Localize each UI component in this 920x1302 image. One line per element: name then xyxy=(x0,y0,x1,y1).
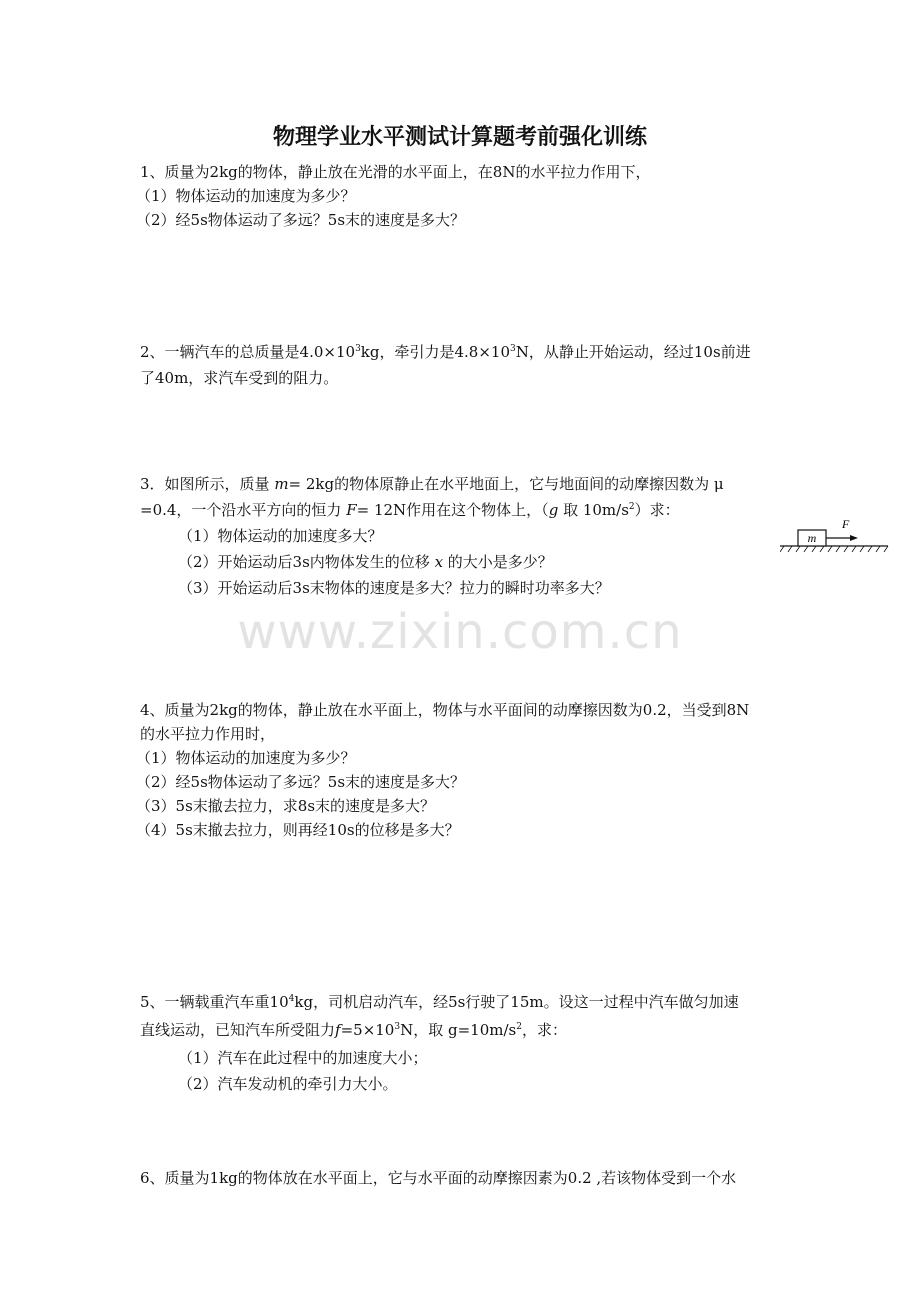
q3-var-F: F xyxy=(346,501,357,519)
q3-part-2 xyxy=(178,552,553,572)
q2-line-1 xyxy=(140,342,751,362)
q3-text-f: ）求： xyxy=(634,501,680,519)
q2-exp-2: 3 xyxy=(510,344,516,354)
watermark: www.zixin.com.cn xyxy=(237,604,683,660)
q5-text-b: kg，司机启动汽车，经5s行驶了15m。设这一过程中汽车做匀加速 xyxy=(294,993,739,1011)
page-title: 物理学业水平测试计算题考前强化训练 xyxy=(272,125,647,150)
q4-part-3: （3）5s末撤去拉力，求8s末的速度是多大？ xyxy=(136,797,436,815)
q6-line-1: 6、质量为1kg的物体放在水平面上，它与水平面的动摩擦因素为0.2 ,若该物体受到一个水 xyxy=(140,1169,737,1187)
q4-line-2: 的水平拉力作用时， xyxy=(140,725,276,743)
q5-exp-3: 2 xyxy=(516,1022,522,1032)
q5-text-a: 5、一辆载重汽车重10 xyxy=(140,993,289,1011)
q3-text-a: 3．如图所示，质量 xyxy=(140,475,275,493)
q3-text-e: 取 10m/s xyxy=(558,501,629,519)
q3-var-x: x xyxy=(434,553,444,571)
q1-part-1: （1）物体运动的加速度为多少？ xyxy=(136,187,356,205)
q5-line-1 xyxy=(140,992,739,1012)
q1-stem: 1、质量为2kg的物体，静止放在光滑的水平面上，在8N的水平拉力作用下， xyxy=(140,163,651,181)
force-label: F xyxy=(842,517,850,531)
q5-text-c: 直线运动，已知汽车所受阻力 xyxy=(140,1021,336,1039)
q3-var-g: g xyxy=(548,501,559,519)
q3-var-m: m xyxy=(274,475,289,493)
q3-line-1 xyxy=(140,474,724,494)
q1-part-2: （2）经5s物体运动了多远？5s末的速度是多大？ xyxy=(136,211,466,229)
q3-p2-text-b: 的大小是多少？ xyxy=(443,553,553,571)
q5-exp-2: 3 xyxy=(394,1022,401,1032)
q4-part-4: （4）5s末撤去拉力，则再经10s的位移是多大？ xyxy=(136,821,460,839)
q4-line-1: 4、质量为2kg的物体，静止放在水平面上，物体与水平面间的动摩擦因数为0.2，当受到8N xyxy=(140,701,750,719)
q5-text-d: =5×10 xyxy=(340,1021,395,1039)
q4-part-2: （2）经5s物体运动了多远？5s末的速度是多大？ xyxy=(136,773,466,791)
q3-text-b: = 2kg的物体原静止在水平地面上，它与地面间的动摩擦因数为 μ xyxy=(288,475,724,493)
q3-text-d: = 12N作用在这个物体上，（ xyxy=(356,501,549,519)
q2-text-a: 2、一辆汽车的总质量是4.0×10 xyxy=(140,343,356,361)
q3-line-2 xyxy=(140,500,680,520)
q3-part-3: （3）开始运动后3s末物体的速度是多大？拉力的瞬时功率多大？ xyxy=(178,579,610,597)
block-force-diagram xyxy=(780,516,890,556)
q2-text-b: kg，牵引力是4.8×10 xyxy=(360,343,510,361)
q2-text-c: N，从静止开始运动，经过10s前进 xyxy=(515,343,751,361)
q5-line-2 xyxy=(140,1020,567,1040)
q3-p2-text-a: （2）开始运动后3s内物体发生的位移 xyxy=(178,553,435,571)
q5-text-e: N，取 g=10m/s xyxy=(400,1021,517,1039)
q5-text-f: ，求： xyxy=(521,1021,567,1039)
q3-exp: 2 xyxy=(628,502,635,512)
q3-part-1: （1）物体运动的加速度多大？ xyxy=(178,527,383,545)
q2-line-2: 了40m，求汽车受到的阻力。 xyxy=(140,369,339,387)
block-label: m xyxy=(807,531,817,545)
q5-exp-1: 4 xyxy=(288,994,295,1004)
q4-part-1: （1）物体运动的加速度为多少？ xyxy=(136,749,356,767)
q3-text-c: =0.4，一个沿水平方向的恒力 xyxy=(140,501,347,519)
q5-part-2: （2）汽车发动机的牵引力大小。 xyxy=(178,1075,398,1093)
q2-exp-1: 3 xyxy=(355,344,361,354)
q5-var-f: f xyxy=(335,1021,341,1039)
q5-part-1: （1）汽车在此过程中的加速度大小； xyxy=(178,1049,428,1067)
